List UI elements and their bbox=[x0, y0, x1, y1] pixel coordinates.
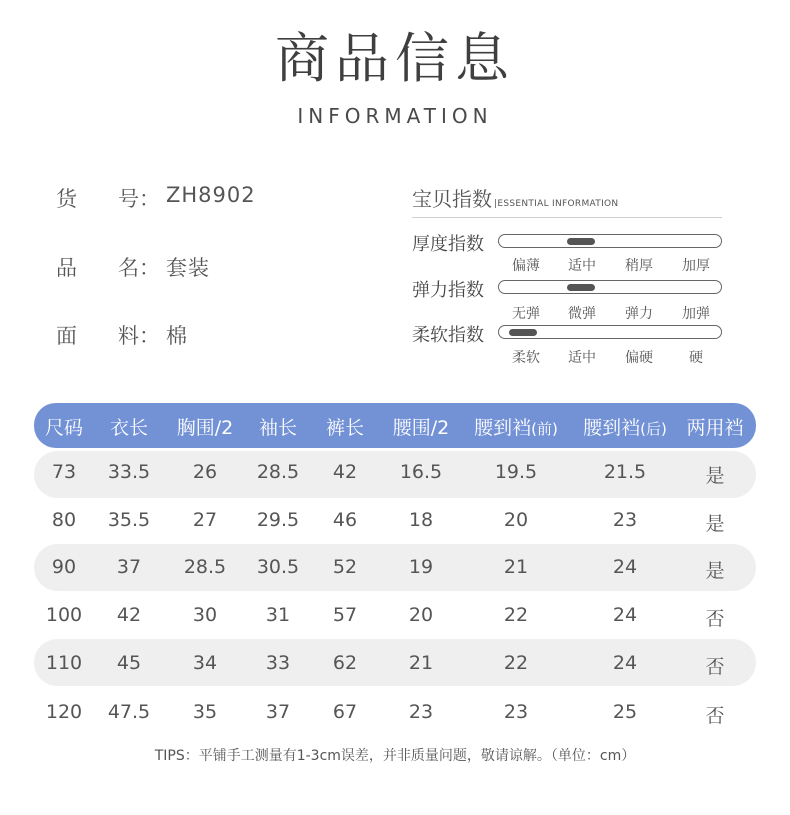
table-cell: 18 bbox=[408, 509, 434, 531]
index-title: 宝贝指数 bbox=[412, 187, 492, 211]
index-option: 稍厚 bbox=[625, 258, 653, 274]
table-cell: 16.5 bbox=[399, 461, 443, 483]
table-cell: 28.5 bbox=[256, 461, 300, 483]
info-label-char1: 面 bbox=[56, 324, 77, 348]
table-cell: 120 bbox=[45, 701, 83, 723]
index-option: 硬 bbox=[689, 350, 703, 366]
table-cell: 否 bbox=[705, 656, 725, 678]
index-label-elasticity: 弹力指数 bbox=[412, 280, 484, 301]
header-main: 腰围/2 bbox=[392, 417, 450, 439]
info-value: ZH8902 bbox=[166, 183, 256, 207]
table-cell: 23 bbox=[612, 509, 638, 531]
table-header-cell bbox=[474, 413, 558, 440]
table-cell: 35.5 bbox=[107, 509, 151, 531]
index-track-elasticity bbox=[498, 280, 722, 294]
index-option: 加厚 bbox=[682, 258, 710, 274]
index-track-thickness bbox=[498, 234, 722, 248]
table-cell: 24 bbox=[612, 604, 638, 626]
index-knob bbox=[567, 238, 595, 245]
index-divider bbox=[412, 217, 722, 218]
index-header bbox=[412, 183, 618, 212]
table-cell: 52 bbox=[332, 556, 358, 578]
header-main: 尺码 bbox=[44, 417, 84, 439]
index-option: 加弹 bbox=[682, 306, 710, 322]
table-cell: 46 bbox=[332, 509, 358, 531]
index-option: 弹力 bbox=[625, 306, 653, 322]
table-header-cell bbox=[393, 413, 450, 440]
table-cell: 35 bbox=[192, 701, 218, 723]
table-cell: 42 bbox=[332, 461, 358, 483]
table-row-band bbox=[34, 639, 756, 686]
table-cell: 28.5 bbox=[183, 556, 227, 578]
table-row-band bbox=[34, 544, 756, 591]
index-option: 微弹 bbox=[568, 306, 596, 322]
index-track-softness bbox=[498, 325, 722, 339]
table-cell: 19 bbox=[408, 556, 434, 578]
table-header-cell bbox=[686, 413, 743, 440]
index-knob bbox=[567, 284, 595, 291]
table-header-cell bbox=[326, 413, 364, 440]
info-value: 棉 bbox=[166, 324, 188, 348]
table-cell: 21 bbox=[503, 556, 529, 578]
table-header-cell bbox=[177, 413, 234, 440]
table-cell: 100 bbox=[45, 604, 83, 626]
header-main: 两用裆 bbox=[686, 417, 744, 439]
table-cell: 是 bbox=[705, 513, 725, 535]
table-cell: 29.5 bbox=[256, 509, 300, 531]
info-label-char2: 号： bbox=[118, 187, 160, 211]
table-cell: 21.5 bbox=[603, 461, 647, 483]
table-cell: 31 bbox=[265, 604, 291, 626]
table-cell: 是 bbox=[705, 465, 725, 487]
info-label-char2: 名： bbox=[118, 256, 160, 280]
table-cell: 80 bbox=[51, 509, 77, 531]
table-cell: 110 bbox=[45, 652, 83, 674]
info-value: 套装 bbox=[166, 256, 210, 280]
index-option: 适中 bbox=[568, 258, 596, 274]
index-option: 柔软 bbox=[512, 350, 540, 366]
table-cell: 24 bbox=[612, 652, 638, 674]
table-cell: 21 bbox=[408, 652, 434, 674]
table-cell: 26 bbox=[192, 461, 218, 483]
table-cell: 27 bbox=[192, 509, 218, 531]
info-label-char1: 货 bbox=[56, 187, 77, 211]
table-cell: 42 bbox=[116, 604, 142, 626]
info-label-char2: 料： bbox=[118, 324, 160, 348]
table-header-cell bbox=[45, 413, 83, 440]
table-cell: 57 bbox=[332, 604, 358, 626]
table-cell: 67 bbox=[332, 701, 358, 723]
table-cell: 是 bbox=[705, 560, 725, 582]
table-cell: 22 bbox=[503, 604, 529, 626]
index-subtitle: |ESSENTIAL INFORMATION bbox=[494, 199, 619, 209]
index-option: 无弹 bbox=[512, 306, 540, 322]
header-main: 裤长 bbox=[325, 417, 365, 439]
table-cell: 25 bbox=[612, 701, 638, 723]
header-main: 袖长 bbox=[258, 417, 298, 439]
index-option: 适中 bbox=[568, 350, 596, 366]
table-cell: 22 bbox=[503, 652, 529, 674]
index-option: 偏薄 bbox=[512, 258, 540, 274]
index-label-softness: 柔软指数 bbox=[412, 325, 484, 346]
table-cell: 33.5 bbox=[107, 461, 151, 483]
table-cell: 62 bbox=[332, 652, 358, 674]
table-cell: 24 bbox=[612, 556, 638, 578]
table-cell: 33 bbox=[265, 652, 291, 674]
page-title: 商品信息 bbox=[275, 27, 515, 90]
index-option: 偏硬 bbox=[625, 350, 653, 366]
info-label-char1: 品 bbox=[56, 256, 77, 280]
table-header-cell bbox=[110, 413, 148, 440]
table-cell: 90 bbox=[51, 556, 77, 578]
header-main: 腰到裆 bbox=[583, 417, 641, 439]
table-cell: 30.5 bbox=[256, 556, 300, 578]
table-cell: 否 bbox=[705, 705, 725, 727]
table-cell: 37 bbox=[265, 701, 291, 723]
table-cell: 20 bbox=[408, 604, 434, 626]
index-label-thickness: 厚度指数 bbox=[412, 234, 484, 255]
header-main: 衣长 bbox=[109, 417, 149, 439]
table-cell: 45 bbox=[116, 652, 142, 674]
table-header-cell bbox=[583, 413, 667, 440]
header-main: 腰到裆 bbox=[474, 417, 532, 439]
table-cell: 23 bbox=[503, 701, 529, 723]
index-knob bbox=[509, 329, 537, 336]
header-suffix: (后) bbox=[640, 420, 667, 438]
table-cell: 73 bbox=[51, 461, 77, 483]
table-header-cell bbox=[259, 413, 297, 440]
tips-note: TIPS：平铺手工测量有1-3cm误差，并非质量问题，敬请谅解。（单位：cm） bbox=[154, 748, 636, 764]
table-cell: 23 bbox=[408, 701, 434, 723]
table-cell: 34 bbox=[192, 652, 218, 674]
header-main: 胸围/2 bbox=[176, 417, 234, 439]
table-cell: 20 bbox=[503, 509, 529, 531]
page-subtitle: INFORMATION bbox=[297, 104, 493, 128]
header-suffix: (前) bbox=[531, 420, 558, 438]
table-cell: 否 bbox=[705, 608, 725, 630]
table-cell: 30 bbox=[192, 604, 218, 626]
table-cell: 19.5 bbox=[494, 461, 538, 483]
table-cell: 47.5 bbox=[107, 701, 151, 723]
table-cell: 37 bbox=[116, 556, 142, 578]
